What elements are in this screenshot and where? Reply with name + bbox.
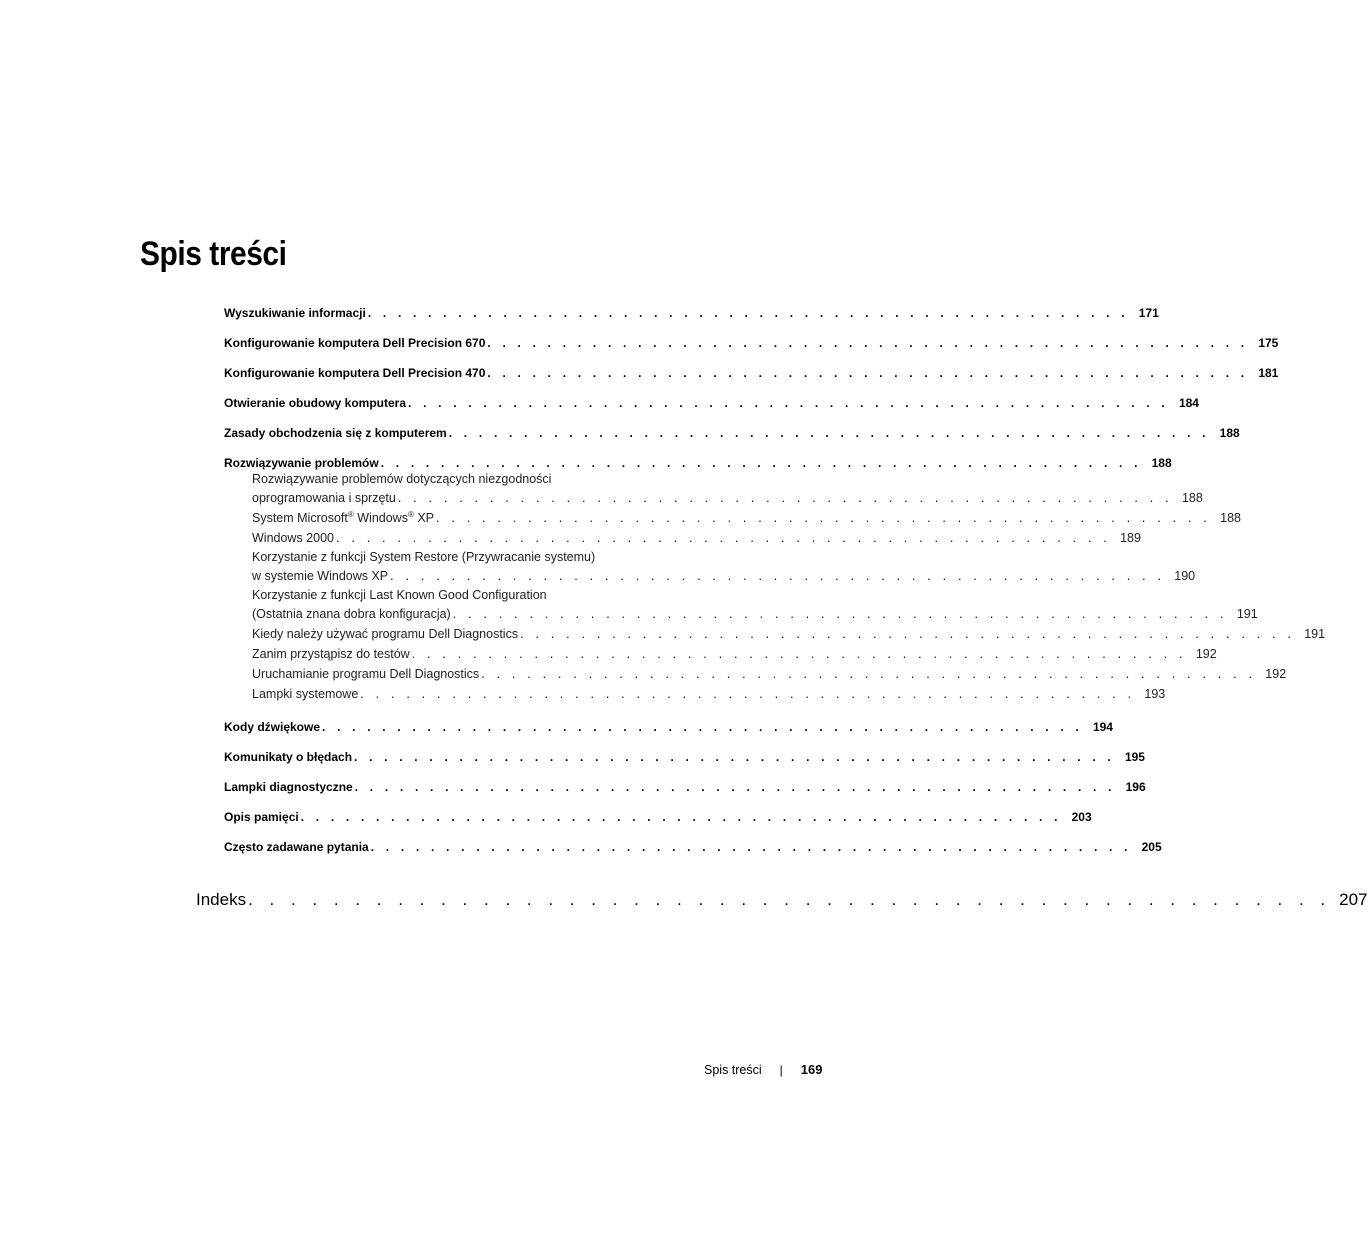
- toc-entry-label: Lampki diagnostyczne: [224, 780, 353, 794]
- toc-entry[interactable]: [224, 450, 1172, 470]
- dot-leader: . . . . . . . . . . . . . . . . . . . . . . . . . . . . . . . . . . . . . . . . . . . . . . . . . . .: [448, 426, 1210, 440]
- toc-entry[interactable]: [224, 360, 1279, 380]
- toc-entry-page: 196: [1125, 780, 1146, 794]
- toc-subentry-label: (Ostatnia znana dobra konfiguracja): [252, 607, 451, 621]
- dot-leader: . . . . . . . . . . . . . . . . . . . . . . . . . . . . . . . . . . . . . . . . . . . . . . . . . . .: [436, 511, 1211, 525]
- dot-leader: . . . . . . . . . . . . . . . . . . . . . . . . . . . . . . . . . . . . . . . . . . . . . . . . . . .: [411, 647, 1187, 661]
- page-footer: [704, 1062, 822, 1077]
- toc-subentry-line[interactable]: Korzystanie z funkcji System Restore (Przywracanie systemu): [252, 550, 596, 564]
- dot-leader: . . . . . . . . . . . . . . . . . . . . . . . . . . . . . . . . . . . . . . . . . . . . . . . . . . .: [300, 810, 1062, 824]
- toc-subentry-page: 190: [1174, 569, 1196, 583]
- toc-subentry[interactable]: [252, 566, 1196, 586]
- toc-entry-label: Konfigurowanie komputera Dell Precision 670: [224, 336, 486, 350]
- toc-entry-page: 171: [1138, 306, 1159, 320]
- toc-subentry-label: [252, 508, 436, 528]
- toc-entry[interactable]: [224, 300, 1159, 320]
- toc-entry-label: Opis pamięci: [224, 810, 299, 824]
- toc-subentry-label: Kiedy należy używać programu Dell Diagnostics: [252, 627, 519, 641]
- dot-leader: . . . . . . . . . . . . . . . . . . . . . . . . . . . . . . . . . . . . . . . . . . . . . . . . . . .: [452, 607, 1228, 621]
- toc-subentry[interactable]: [252, 644, 1217, 664]
- toc-index-entry[interactable]: [196, 890, 1368, 910]
- toc-entry-page: 184: [1178, 396, 1199, 410]
- toc-subentry-label: Zanim przystąpisz do testów: [252, 647, 410, 661]
- toc-subentry[interactable]: [252, 488, 1203, 508]
- toc-entry[interactable]: [224, 774, 1146, 794]
- toc-subentry[interactable]: [252, 604, 1258, 624]
- toc-subentry-page: 188: [1220, 511, 1241, 525]
- footer-separator: |: [779, 1062, 783, 1077]
- toc-entry-label: Rozwiązywanie problemów: [224, 456, 379, 470]
- toc-entry-label: Komunikaty o błędach: [224, 750, 353, 764]
- toc-subentry-page: 191: [1236, 607, 1258, 621]
- toc-entry-label: Konfigurowanie komputera Dell Precision 470: [224, 366, 486, 380]
- toc-entry-label: Kody dźwiękowe: [224, 720, 321, 734]
- toc-entry-label: Zasady obchodzenia się z komputerem: [224, 426, 447, 440]
- registered-mark: ®: [407, 510, 414, 519]
- dot-leader: . . . . . . . . . . . . . . . . . . . . . . . . . . . . . . . . . . . . . . . . . . . . . . . . . . .: [322, 720, 1083, 734]
- dot-leader: . . . . . . . . . . . . . . . . . . . . . . . . . . . . . . . . . . . . . . . . . . . . . . . . . . .: [336, 531, 1111, 545]
- toc-subentry[interactable]: [252, 508, 1241, 528]
- toc-subentry-page: 193: [1144, 687, 1166, 701]
- toc-subentry[interactable]: [252, 528, 1141, 548]
- footer-page-number: 169: [800, 1062, 823, 1077]
- dot-leader: . . . . . . . . . . . . . . . . . . . . . . . . . . . . . . . . . . . . . . . . . . . . . . . . . . .: [487, 366, 1249, 380]
- dot-leader: . . . . . . . . . . . . . . . . . . . . . . . . . . . . . . . . . . . . . . . . . . . . . . . . . . .: [367, 306, 1129, 320]
- dot-leader: . . . . . . . . . . . . . . . . . . . . . . . . . . . . . . . . . . . . . . . . . . . . . . . . . . .: [390, 569, 1166, 583]
- toc-subentry-label: Uruchamianie programu Dell Diagnostics: [252, 667, 480, 681]
- toc-entry-page: 205: [1141, 840, 1162, 854]
- index-page: 207: [1339, 890, 1368, 909]
- toc-subentry-label: Windows 2000: [252, 531, 334, 545]
- toc-entry-page: 181: [1258, 366, 1279, 380]
- toc-subentry[interactable]: [252, 684, 1166, 704]
- page-title: Spis treści: [140, 234, 287, 273]
- toc-entry[interactable]: [224, 714, 1113, 734]
- toc-entry-page: 175: [1258, 336, 1279, 350]
- label-part: Windows: [353, 511, 408, 525]
- dot-leader: . . . . . . . . . . . . . . . . . . . . . . . . . . . . . . . . . . . . . . . . . . . . . . . . . . .: [487, 336, 1249, 350]
- dot-leader: . . . . . . . . . . . . . . . . . . . . . . . . . . . . . . . . . . . . . . . . . . . . . . . . . . .: [408, 396, 1169, 410]
- registered-mark: ®: [347, 510, 354, 519]
- toc-entry-page: 188: [1219, 426, 1240, 440]
- label-part: System Microsoft: [252, 511, 348, 525]
- dot-leader: . . . . . . . . . . . . . . . . . . . . . . . . . . . . . . . . . . . . . . . . . . . . . . . . . . .: [397, 491, 1173, 505]
- toc-entry-page: 195: [1124, 750, 1145, 764]
- toc-subentry-page: 189: [1120, 531, 1141, 545]
- dot-leader: . . . . . . . . . . . . . . . . . . . . . . . . . . . . . . . . . . . . . . . . . . . . . . . . . . .: [481, 667, 1257, 681]
- toc-entry-page: 188: [1151, 456, 1172, 470]
- dot-leader: . . . . . . . . . . . . . . . . . . . . . . . . . . . . . . . . . . . . . . . . . . . . . . . . . . .: [360, 687, 1136, 701]
- toc-subentry-line[interactable]: Korzystanie z funkcji Last Known Good Configuration: [252, 588, 547, 602]
- toc-entry[interactable]: [224, 330, 1279, 350]
- toc-entry-label: Otwieranie obudowy komputera: [224, 396, 407, 410]
- toc-subentry-page: 192: [1265, 667, 1287, 681]
- toc-subentry-label: Lampki systemowe: [252, 687, 359, 701]
- toc-entry[interactable]: [224, 744, 1145, 764]
- dot-leader: . . . . . . . . . . . . . . . . . . . . . . . . . . . . . . . . . . . . . . . . . . . . . . . . . . .: [354, 750, 1115, 764]
- toc-entry[interactable]: [224, 804, 1092, 824]
- toc-entry-page: 203: [1071, 810, 1092, 824]
- toc-subentries: [252, 470, 1326, 704]
- dot-leader: . . . . . . . . . . . . . . . . . . . . . . . . . . . . . . . . . . . . . . . . . . . . . . . . . . .: [248, 890, 1332, 909]
- toc-entry[interactable]: [224, 834, 1162, 854]
- toc-subentry-line[interactable]: Rozwiązywanie problemów dotyczących niezgodności: [252, 472, 552, 486]
- toc-subentry-page: 191: [1304, 627, 1326, 641]
- toc-subentry[interactable]: [252, 624, 1326, 644]
- footer-section-title: Spis treści: [704, 1062, 762, 1077]
- toc-subentry-page: 192: [1195, 647, 1217, 661]
- toc-entry-label: Wyszukiwanie informacji: [224, 306, 366, 320]
- table-of-contents: [224, 300, 1326, 854]
- toc-subentry-page: 188: [1181, 491, 1203, 505]
- index-label: Indeks: [196, 890, 247, 909]
- dot-leader: . . . . . . . . . . . . . . . . . . . . . . . . . . . . . . . . . . . . . . . . . . . . . . . . . . .: [354, 780, 1116, 794]
- dot-leader: . . . . . . . . . . . . . . . . . . . . . . . . . . . . . . . . . . . . . . . . . . . . . . . . . . .: [380, 456, 1142, 470]
- toc-entry-label: Często zadawane pytania: [224, 840, 369, 854]
- toc-entry[interactable]: [224, 420, 1240, 440]
- dot-leader: . . . . . . . . . . . . . . . . . . . . . . . . . . . . . . . . . . . . . . . . . . . . . . . . . . .: [370, 840, 1132, 854]
- dot-leader: . . . . . . . . . . . . . . . . . . . . . . . . . . . . . . . . . . . . . . . . . . . . . . . . . . .: [520, 627, 1296, 641]
- toc-entry-page: 194: [1092, 720, 1113, 734]
- toc-subentry[interactable]: [252, 664, 1287, 684]
- toc-subentry-label: w systemie Windows XP: [252, 569, 389, 583]
- toc-subentry-label: oprogramowania i sprzętu: [252, 491, 396, 505]
- label-part: XP: [413, 511, 435, 525]
- toc-entry[interactable]: [224, 390, 1199, 410]
